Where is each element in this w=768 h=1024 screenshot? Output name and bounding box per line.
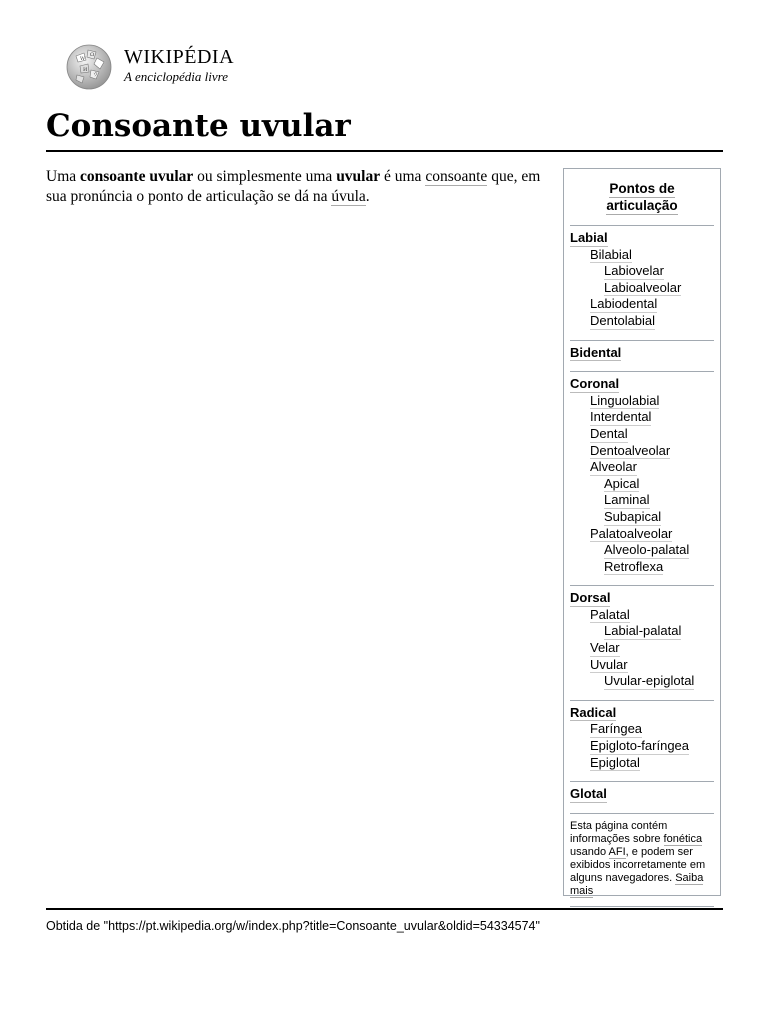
intro-paragraph xyxy=(46,167,556,207)
link-alveolo-palatal[interactable]: Alveolo-palatal xyxy=(604,542,690,558)
navbox-articulation xyxy=(563,168,721,896)
link-labial-palatal[interactable]: Labial-palatal xyxy=(604,623,682,639)
separator xyxy=(570,906,714,907)
link-palatal[interactable]: Palatal xyxy=(590,606,630,622)
link-bidental[interactable]: Bidental xyxy=(570,344,622,360)
link-saiba-mais[interactable]: Saiba mais xyxy=(570,871,704,897)
link-uvular[interactable]: Uvular xyxy=(590,656,628,672)
note-text-1: Esta página contém informações sobre xyxy=(570,819,668,845)
link-epigloto-faringea[interactable]: Epigloto-faríngea xyxy=(590,738,690,754)
svg-text:Ω: Ω xyxy=(90,52,95,58)
link-linguolabial[interactable]: Linguolabial xyxy=(590,392,660,408)
navbox-title-line1[interactable]: Pontos de xyxy=(609,181,675,196)
navbox-note xyxy=(564,814,720,898)
footer-divider xyxy=(46,908,723,910)
wikipedia-globe-icon[interactable] xyxy=(64,42,114,90)
link-retroflexa[interactable]: Retroflexa xyxy=(604,558,664,574)
link-glotal[interactable]: Glotal xyxy=(570,786,607,802)
intro-bold-uvular: uvular xyxy=(336,168,381,185)
group-coronal xyxy=(564,372,720,575)
group-labial xyxy=(564,226,720,330)
svg-text:ウ: ウ xyxy=(93,72,99,78)
link-labiovelar[interactable]: Labiovelar xyxy=(604,263,664,279)
intro-text-5: . xyxy=(365,188,370,205)
intro-bold-term: consoante uvular xyxy=(80,168,194,185)
intro-text-1: Uma xyxy=(46,168,81,185)
svg-text:W: W xyxy=(80,56,86,62)
link-dorsal[interactable]: Dorsal xyxy=(570,590,611,606)
group-radical xyxy=(564,701,720,771)
svg-text:И: И xyxy=(83,67,88,73)
link-dentoalveolar[interactable]: Dentoalveolar xyxy=(590,442,671,458)
link-apical[interactable]: Apical xyxy=(604,475,640,491)
link-labioalveolar[interactable]: Labioalveolar xyxy=(604,279,682,295)
group-glotal xyxy=(564,782,720,803)
group-dorsal xyxy=(564,586,720,690)
link-laminal[interactable]: Laminal xyxy=(604,492,650,508)
note-text-3: , e podem ser exibidos incorretamente em alguns navegadores. xyxy=(570,845,706,884)
wordmark[interactable] xyxy=(124,46,234,85)
wordmark-name[interactable]: WIKIPÉDIA xyxy=(124,46,235,68)
link-labial[interactable]: Labial xyxy=(570,230,608,245)
link-radical[interactable]: Radical xyxy=(570,704,617,720)
site-header xyxy=(64,42,364,90)
group-bidental xyxy=(564,341,720,362)
link-consoante[interactable]: consoante xyxy=(425,168,488,185)
link-velar[interactable]: Velar xyxy=(590,640,620,656)
link-interdental[interactable]: Interdental xyxy=(590,409,652,425)
link-bilabial[interactable]: Bilabial xyxy=(590,246,632,262)
intro-text-3: é uma xyxy=(380,168,426,185)
intro-text-2: ou simplesmente uma xyxy=(193,168,337,185)
link-subapical[interactable]: Subapical xyxy=(604,508,662,524)
navbox-title-line2[interactable]: articulação xyxy=(606,198,678,213)
link-afi[interactable]: AFI xyxy=(608,845,626,858)
link-palatoalveolar[interactable]: Palatoalveolar xyxy=(590,525,673,541)
note-text-2: usando xyxy=(570,845,609,858)
link-dentolabial[interactable]: Dentolabial xyxy=(590,312,656,328)
link-fonetica[interactable]: fonética xyxy=(663,832,703,845)
link-coronal[interactable]: Coronal xyxy=(570,376,620,392)
link-dental[interactable]: Dental xyxy=(590,425,628,441)
footer-source[interactable]: Obtida de "https://pt.wikipedia.org/w/index.php?title=Consoante_uvular&oldid=54334574" xyxy=(46,919,540,933)
link-faringea[interactable]: Faríngea xyxy=(590,721,643,737)
link-uvular-epiglotal[interactable]: Uvular-epiglotal xyxy=(604,673,695,689)
navbox-title[interactable] xyxy=(564,181,720,215)
link-uvula[interactable]: úvula xyxy=(331,188,366,205)
wordmark-tagline: A enciclopédia livre xyxy=(124,69,228,84)
page-title: Consoante uvular xyxy=(46,106,723,152)
link-labiodental[interactable]: Labiodental xyxy=(590,296,658,312)
link-epiglotal[interactable]: Epiglotal xyxy=(590,754,640,770)
link-alveolar[interactable]: Alveolar xyxy=(590,459,637,475)
intro-text-4: que, em sua pronúncia o ponto de articulação se dá na xyxy=(46,168,541,205)
